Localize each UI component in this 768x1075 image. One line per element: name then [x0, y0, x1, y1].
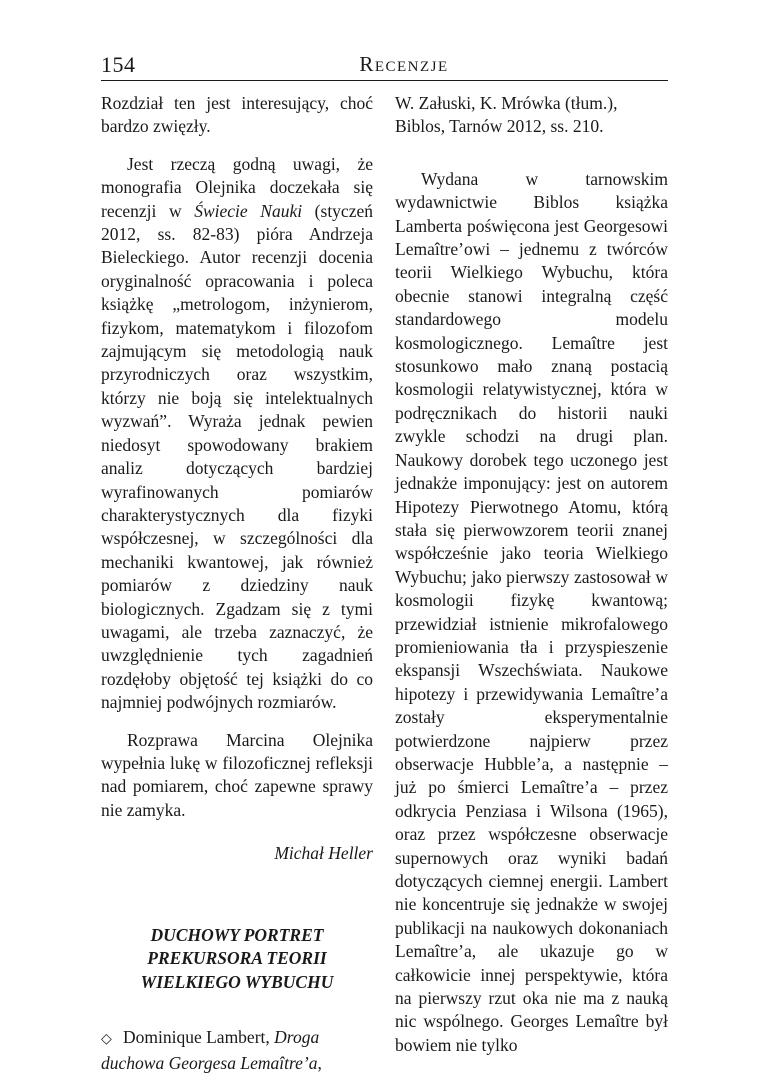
left-paragraph-3: Rozprawa Marcina Olejnika wypełnia lukę w filozoficznej refleksji nad pomiarem, choć zapewne sprawy nie zamyka. — [101, 729, 373, 820]
right-column — [395, 92, 668, 1057]
header-rule — [101, 80, 668, 81]
bib-book-title: Droga duchowa Georgesa Lemaître’a — [101, 1027, 320, 1073]
section-title-line-2: PREKURSORA TEORII — [147, 948, 327, 969]
page-number: 154 — [101, 52, 136, 77]
bibliographic-entry-continued: W. Załuski, K. Mrówka (tłum.), Biblos, Tarnów 2012, ss. 210. — [395, 93, 618, 137]
section-title-line-3: WIELKIEGO WYBUCHU — [140, 971, 334, 992]
bibliographic-entry — [101, 1026, 373, 1075]
running-head: Recenzje — [359, 52, 449, 76]
left-paragraph-2-text-b: (styczeń 2012, ss. 82-83) pióra Andrzeja Bieleckiego. Autor recenzji docenia oryginalność opracowania i poleca książkę „metrologom, inżynierom, fizykom, matematykom i filozofom zajmującym się metodologią nauk przyrodniczych oraz wszystkim, którzy nie boją się intelektualnych wyzwań”. Wyraża jednak pewien niedosyt spowodowany brakiem analiz dotyczących bardziej wyrafinowanych pomiarów charakterystycznych dla fizyki współczesnej, w szczególności dla mechaniki kwantowej, jak również pomiarów z dziedziny nauk biologicznych. Zgadzam się z tymi uwagami, ale trzeba zaznaczyć, że uwzględnienie tych zagadnień rozdęłoby objętość tej książki do co najmniej podwójnych rozmiarów. — [101, 200, 373, 713]
section-title-line-1: DUCHOWY PORTRET — [150, 924, 324, 945]
section-title — [101, 924, 373, 995]
bib-author: Dominique Lambert, — [123, 1027, 275, 1048]
journal-title-emphasis: Świecie Nauki — [194, 200, 303, 221]
diamond-icon: ◇ — [101, 1031, 112, 1048]
left-column — [101, 92, 373, 1075]
left-paragraph-2 — [101, 153, 373, 715]
bib-separator: , — [317, 1052, 322, 1073]
left-paragraph-1: Rozdział ten jest interesujący, choć bardzo zwięzły. — [101, 93, 373, 137]
review-signature: Michał Heller — [274, 843, 373, 864]
right-paragraph-1: Wydana w tarnowskim wydawnictwie Biblos książka Lamberta poświęcona jest Georgesowi Lemaître’owi – jednemu z twórców teorii Wielkiego Wybuchu, która obecnie stanowi integralną część standardowego modelu kosmologicznego. Lemaître jest stosunkowo mało znaną postacią kosmologii relatywistycznej, która w podręcznikach do historii nauki zwykle schodzi na drugi plan. Naukowy dorobek tego uczonego jest jednakże imponujący: jest on autorem Hipotezy Pierwotnego Atomu, którą stała się pierwowzorem teorii znanej współcześnie jako teoria Wielkiego Wybuchu; jako pierwszy zastosował w kosmologii fizykę kwantową; przewidział istnienie mikrofalowego promieniowania tła i przyspieszenie ekspansji Wszechświata. Naukowe hipotezy i przewidywania Lemaître’a zostały eksperymentalnie potwierdzone najpierw przez obserwacje Hubble’a, a następnie – już po śmierci Lemaître’a – przez odkrycia Penziasa i Wilsona (1965), oraz przez współczesne obserwacje supernowych oraz wyniki badań dotyczących ciemnej energii. Lambert nie koncentruje się jednakże w swojej publikacji na naukowych dokonaniach Lemaître’a, ale ukazuje go w całkowicie innej perspektywie, która na pierwszy rzut oka nie ma z nauką nic wspólnego. Georges Lemaître był bowiem nie tylko — [395, 168, 668, 1055]
left-paragraph-2-text-a: Jest rzeczą godną uwagi, że monografia Olejnika doczekała się recenzji w — [101, 153, 373, 221]
